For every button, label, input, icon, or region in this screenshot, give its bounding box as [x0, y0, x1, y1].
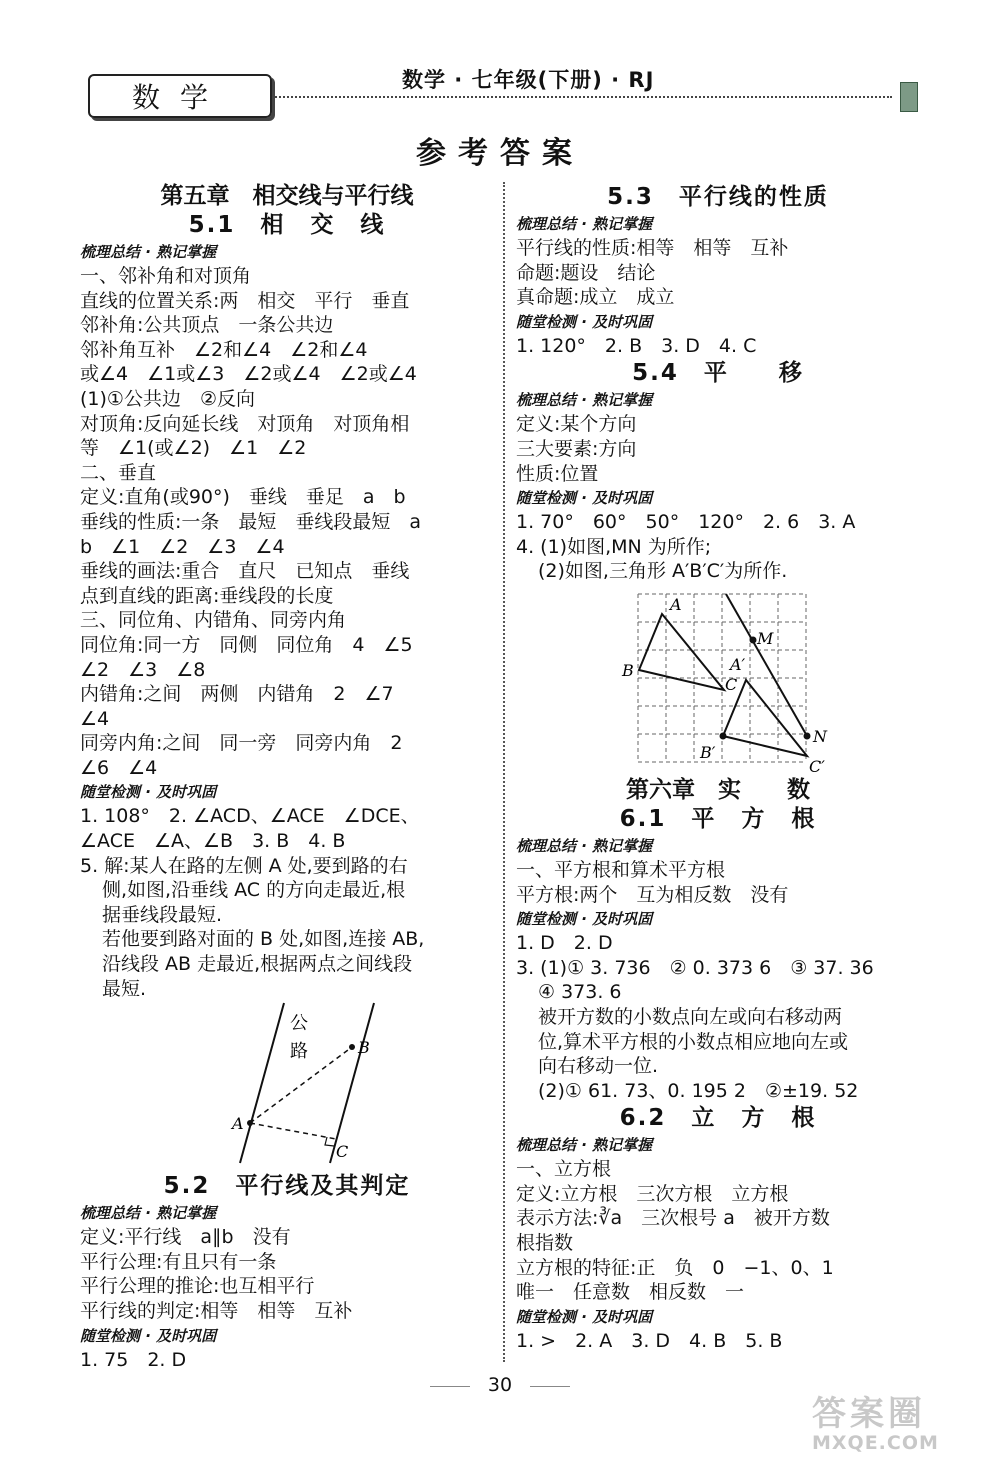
translation-grid-diagram: [516, 584, 920, 776]
left-column: [80, 182, 494, 1372]
text-line: 1. > 2. A 3. D 4. B 5. B: [516, 1329, 783, 1352]
text-line: 内错角:之间 两侧 内错角 2 ∠7: [80, 683, 394, 706]
section-5-2-title: 5.2 平行线及其判定: [163, 1173, 411, 1200]
text-line: (2)① 61. 73、0. 195 2 ②±19. 52: [538, 1079, 859, 1102]
triangle-abc: [639, 614, 724, 690]
column-divider: [503, 182, 505, 1362]
label-n: N: [813, 726, 827, 746]
section-tag: 梳理总结 · 熟记掌握: [80, 1204, 217, 1223]
chapter-5-title: 第五章 相交线与平行线: [160, 183, 414, 209]
question-5-solution: [80, 878, 494, 1001]
point-b2-dot: [720, 732, 727, 739]
section-tag: 梳理总结 · 熟记掌握: [516, 836, 653, 855]
text-line: 若他要到路对面的 B 处,如图,连接 AB,: [102, 928, 425, 951]
page-header: [0, 0, 1000, 130]
text-line: 表示方法:∛a 三次根号 a 被开方数: [516, 1207, 830, 1230]
label-point-b: B: [358, 1038, 370, 1058]
text-line: 最短.: [102, 977, 147, 1000]
footer-rule-right: [530, 1386, 570, 1387]
text-line: 平行线的性质:相等 相等 互补: [516, 237, 789, 259]
text-line: 一、平方根和算术平方根: [516, 858, 726, 881]
section-tag: 随堂检测 · 及时巩固: [80, 783, 217, 802]
text-line: 同旁内角:之间 同一旁 同旁内角 2: [80, 732, 403, 755]
text-line: ∠ACE ∠A、∠B 3. B 4. B: [80, 830, 346, 853]
text-line: 3. (1)① 3. 736 ② 0. 373 6 ③ 37. 36: [516, 956, 874, 979]
section-5-1-title: 5.1 相 交 线: [188, 212, 386, 238]
text-line: 点到直线的距离:垂线段的长度: [80, 584, 334, 607]
text-line: 性质:位置: [516, 462, 599, 485]
text-line: b ∠1 ∠2 ∠3 ∠4: [80, 535, 285, 558]
label-a-prime: A′: [730, 654, 746, 674]
text-line: 平行公理:有且只有一条: [80, 1250, 277, 1273]
point-m-dot: [750, 636, 757, 643]
watermark-text: 答案圈: [812, 1394, 926, 1434]
text-line: 沿线段 AB 走最近,根据两点之间线段: [102, 953, 413, 976]
text-line: 1. 70° 60° 50° 120° 2. 6 3. A: [516, 511, 856, 534]
road-label-1: 公: [290, 1013, 308, 1035]
section-tag: 梳理总结 · 熟记掌握: [516, 391, 653, 410]
page-number: 30: [487, 1374, 513, 1396]
text-line: 平行线的判定:相等 相等 互补: [80, 1300, 353, 1322]
label-a: A: [670, 594, 682, 614]
text-line: ∠6 ∠4: [80, 756, 158, 779]
text-line: 二、垂直: [80, 461, 157, 484]
text-line: 定义:平行线 a∥b 没有: [80, 1226, 291, 1249]
text-line: 邻补角:公共顶点 一条公共边: [80, 314, 334, 337]
text-line: 或∠4 ∠1或∠3 ∠2或∠4 ∠2或∠4: [80, 363, 417, 386]
section-6-1-title: 6.1 平 方 根: [619, 805, 817, 832]
bookmark-tab-icon: [900, 82, 918, 112]
text-line: (1)①公共边 ②反向: [80, 387, 255, 410]
text-line: 三、同位角、内错角、同旁内角: [80, 609, 347, 632]
section-5-3-title: 5.3 平行线的性质: [607, 184, 829, 210]
answer-line: (2)如图,三角形 A′B′C′为所作.: [538, 560, 788, 583]
text-line: 等 ∠1(或∠2) ∠1 ∠2: [80, 437, 307, 460]
text-line: 据垂线段最短.: [102, 903, 223, 926]
label-b: B: [622, 660, 634, 680]
section-5-4-title: 5.4 平 移: [632, 360, 804, 387]
text-line: 根指数: [516, 1232, 574, 1255]
text-line: 同位角:同一方 同侧 同位角 4 ∠5: [80, 633, 413, 656]
road-edge-left: [240, 1003, 284, 1163]
header-rule: [272, 96, 892, 98]
section-tag: 随堂检测 · 及时巩固: [516, 312, 653, 331]
point-b-dot: [349, 1044, 355, 1050]
point-n-dot: [804, 732, 811, 739]
section-6-2-title: 6.2 立 方 根: [619, 1105, 817, 1132]
answer-line: 5. 解:某人在路的左侧 A 处,要到路的右: [80, 854, 408, 877]
grid-figure: [516, 584, 920, 776]
section-6-2-answers: [516, 1329, 920, 1354]
label-b-prime: B′: [700, 742, 716, 762]
text-line: 向右移动一位.: [538, 1055, 659, 1078]
book-title: 数学 · 七年级(下册) · RJ: [402, 68, 655, 92]
section-tag: 随堂检测 · 及时巩固: [516, 489, 653, 508]
text-line: 定义:某个方向: [516, 413, 637, 436]
section-5-3-answers: [516, 334, 920, 359]
text-line: 立方根的特征:正 负 0 −1、0、1: [516, 1256, 834, 1279]
label-point-a: A: [232, 1114, 244, 1134]
section-5-4-summary: [516, 412, 920, 486]
text-line: 一、立方根: [516, 1158, 612, 1181]
section-5-2-answers: [80, 1348, 494, 1373]
text-line: 命题:题设 结论: [516, 261, 656, 284]
text-line: ∠2 ∠3 ∠8: [80, 658, 206, 681]
text-line: 4. (1)如图,MN 为所作;: [516, 535, 712, 558]
right-column: [516, 182, 920, 1353]
section-5-1-answers: [80, 804, 494, 853]
section-tag: 随堂检测 · 及时巩固: [80, 1326, 217, 1345]
segment-ac: [250, 1123, 336, 1139]
subject-box: 数学: [88, 74, 272, 118]
watermark-url: MXQE.COM: [812, 1432, 939, 1454]
text-line: 侧,如图,沿垂线 AC 的方向走最近,根: [102, 879, 406, 902]
point-a-dot: [247, 1120, 253, 1126]
text-line: 平行公理的推论:也互相平行: [80, 1275, 315, 1298]
road-figure: [80, 1001, 494, 1171]
section-tag: 梳理总结 · 熟记掌握: [516, 215, 653, 233]
section-6-1-answers: [516, 931, 920, 980]
watermark-logo: [812, 1395, 992, 1453]
text-line: 位,算术平方根的小数点相应地向左或: [538, 1030, 849, 1053]
text-line: 真命题:成立 成立: [516, 286, 675, 309]
text-line: 垂线的画法:重合 直尺 已知点 垂线: [80, 560, 410, 583]
text-line: ④ 373. 6: [538, 981, 622, 1004]
text-line: 被开方数的小数点向左或向右移动两: [538, 1005, 843, 1028]
text-line: 定义:立方根 三次方根 立方根: [516, 1182, 789, 1205]
text-line: 三大要素:方向: [516, 437, 637, 460]
text-line: 1. 108° 2. ∠ACD、∠ACE ∠DCE、: [80, 805, 420, 828]
page-title: 参考答案: [416, 136, 584, 171]
section-5-2-summary: [80, 1225, 494, 1323]
text-line: 对顶角:反向延长线 对顶角 对顶角相: [80, 412, 410, 435]
road-label-2: 路: [290, 1041, 308, 1063]
text-line: 唯一 任意数 相反数 一: [516, 1281, 745, 1304]
section-6-1-summary: [516, 858, 920, 907]
section-6-2-summary: [516, 1157, 920, 1305]
section-tag: 梳理总结 · 熟记掌握: [80, 243, 217, 261]
text-line: 平方根:两个 互为相反数 没有: [516, 883, 789, 906]
road-diagram: [80, 1001, 494, 1171]
text-line: 1. 75 2. D: [80, 1348, 187, 1371]
section-6-1-answer-detail: [516, 980, 920, 1103]
section-tag: 随堂检测 · 及时巩固: [516, 1307, 653, 1326]
text-line: 一、邻补角和对顶角: [80, 265, 252, 287]
text-line: ∠4: [80, 707, 110, 730]
road-edge-right: [330, 1003, 374, 1163]
section-5-4-answers: [516, 510, 920, 559]
label-point-c: C: [336, 1142, 349, 1162]
text-line: 定义:直角(或90°) 垂线 垂足 a b: [80, 486, 406, 509]
section-tag: 随堂检测 · 及时巩固: [516, 910, 653, 929]
section-5-1-summary: [80, 264, 494, 780]
section-5-3-summary: [516, 236, 920, 310]
text-line: 邻补角互补 ∠2和∠4 ∠2和∠4: [80, 338, 368, 361]
text-line: 直线的位置关系:两 相交 平行 垂直: [80, 289, 410, 312]
text-line: 垂线的性质:一条 最短 垂线段最短 a: [80, 510, 422, 533]
text-line: 1. D 2. D: [516, 932, 613, 955]
text-line: 1. 120° 2. B 3. D 4. C: [516, 334, 757, 357]
label-c-prime: C′: [809, 756, 825, 776]
label-m: M: [757, 628, 774, 648]
section-tag: 梳理总结 · 熟记掌握: [516, 1136, 653, 1155]
chapter-6-title: 第六章 实 数: [626, 776, 810, 803]
label-c: C: [725, 674, 738, 694]
